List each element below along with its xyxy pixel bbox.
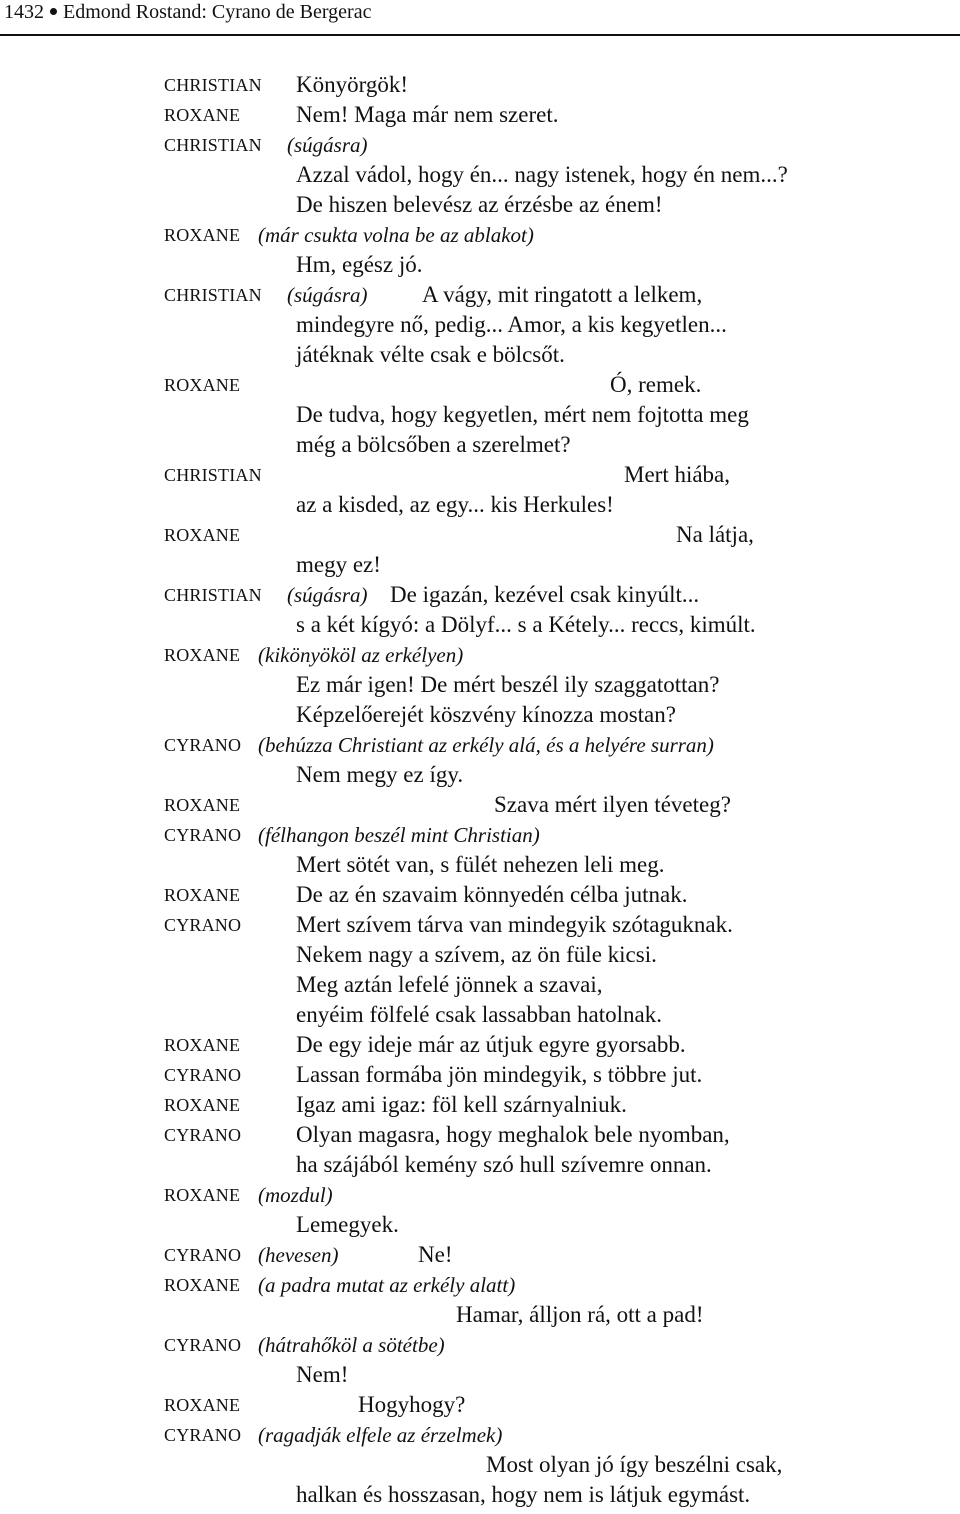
verse-line: Lassan formába jön mindegyik, s többre jut. <box>296 1062 703 1087</box>
speaker-name: ROXANE <box>164 1035 241 1055</box>
speaker-name: ROXANE <box>164 525 241 545</box>
script-line <box>0 640 960 670</box>
script-line <box>0 970 960 1000</box>
script-line <box>0 1030 960 1060</box>
stage-direction: (súgásra) <box>287 133 368 157</box>
verse-line: Nem! <box>296 1362 349 1387</box>
verse-line: Ne! <box>418 1242 453 1267</box>
speaker-name: ROXANE <box>164 225 241 245</box>
stage-direction: (súgásra) <box>287 583 368 607</box>
speaker-name: CHRISTIAN <box>164 465 262 485</box>
script-line <box>0 910 960 940</box>
script-line <box>0 1450 960 1480</box>
script-line <box>0 1390 960 1420</box>
verse-line: Igaz ami igaz: föl kell szárnyalniuk. <box>296 1092 627 1117</box>
script-line <box>0 340 960 370</box>
verse-line: Mert szívem tárva van mindegyik szótaguknak. <box>296 912 733 937</box>
script-line <box>0 1120 960 1150</box>
verse-line: s a két kígyó: a Dölyf... s a Kétely... reccs, kimúlt. <box>296 612 756 637</box>
script-line <box>0 580 960 610</box>
verse-line: Hamar, álljon rá, ott a pad! <box>456 1302 704 1327</box>
stage-direction: (félhangon beszél mint Christian) <box>258 823 540 847</box>
speaker-name: ROXANE <box>164 1395 241 1415</box>
speaker-name: CYRANO <box>164 915 242 935</box>
script-line <box>0 1210 960 1240</box>
verse-line: Azzal vádol, hogy én... nagy istenek, hogy én nem...? <box>296 162 788 187</box>
script-line <box>0 190 960 220</box>
script-line <box>0 310 960 340</box>
verse-line: A vágy, mit ringatott a lelkem, <box>422 282 703 307</box>
stage-direction: (súgásra) <box>287 283 368 307</box>
verse-line: Olyan magasra, hogy meghalok bele nyomban, <box>296 1122 730 1147</box>
script-line <box>0 1480 960 1510</box>
speaker-name: ROXANE <box>164 375 241 395</box>
author-title: Edmond Rostand: Cyrano de Bergerac <box>63 1 372 23</box>
verse-line: Meg aztán lefelé jönnek a szavai, <box>296 972 603 997</box>
script-line <box>0 370 960 400</box>
script-line <box>0 1330 960 1360</box>
script-line <box>0 1300 960 1330</box>
speaker-name: CHRISTIAN <box>164 585 262 605</box>
speaker-name: ROXANE <box>164 885 241 905</box>
page-number: 1432 <box>4 1 44 23</box>
verse-line: Ez már igen! De mért beszél ily szaggatottan? <box>296 672 720 697</box>
speaker-name: CHRISTIAN <box>164 75 262 95</box>
script-line <box>0 1240 960 1270</box>
stage-direction: (hátrahőköl a sötétbe) <box>258 1333 445 1357</box>
speaker-name: ROXANE <box>164 795 241 815</box>
verse-line: Hm, egész jó. <box>296 252 423 277</box>
verse-line: Hogyhogy? <box>358 1392 466 1417</box>
speaker-name: CYRANO <box>164 735 242 755</box>
speaker-name: CYRANO <box>164 1065 242 1085</box>
script-line <box>0 1270 960 1300</box>
script-line <box>0 1090 960 1120</box>
script-line <box>0 1420 960 1450</box>
verse-line: Könyörgök! <box>296 72 409 97</box>
script-line <box>0 700 960 730</box>
script-line <box>0 1060 960 1090</box>
verse-line: De egy ideje már az útjuk egyre gyorsabb. <box>296 1032 686 1057</box>
script-line <box>0 760 960 790</box>
speaker-name: CYRANO <box>164 1125 242 1145</box>
script-line <box>0 820 960 850</box>
script-line <box>0 490 960 520</box>
speaker-name: ROXANE <box>164 105 241 125</box>
verse-line: De hiszen belevész az érzésbe az énem! <box>296 192 663 217</box>
script-line <box>0 1150 960 1180</box>
speaker-name: CHRISTIAN <box>164 135 262 155</box>
verse-line: ha szájából kemény szó hull szívemre onnan. <box>296 1152 712 1177</box>
stage-direction: (a padra mutat az erkély alatt) <box>258 1273 516 1297</box>
script-line <box>0 790 960 820</box>
script-line <box>0 610 960 640</box>
stage-direction: (már csukta volna be az ablakot) <box>258 223 534 247</box>
verse-line: Ó, remek. <box>610 372 702 397</box>
verse-line: mindegyre nő, pedig... Amor, a kis kegyetlen... <box>296 312 727 337</box>
stage-direction: (kikönyököl az erkélyen) <box>258 643 464 667</box>
speaker-name: CYRANO <box>164 1425 242 1445</box>
script-line <box>0 250 960 280</box>
script-line <box>0 130 960 160</box>
speaker-name: ROXANE <box>164 645 241 665</box>
speaker-name: CYRANO <box>164 1245 242 1265</box>
script-line <box>0 670 960 700</box>
running-header <box>4 0 371 24</box>
script-line <box>0 220 960 250</box>
verse-line: megy ez! <box>296 552 381 577</box>
script-line <box>0 430 960 460</box>
script-line <box>0 940 960 970</box>
script-line <box>0 70 960 100</box>
verse-line: Képzelőerejét köszvény kínozza mostan? <box>296 702 676 727</box>
stage-direction: (ragadják elfele az érzelmek) <box>258 1423 503 1447</box>
stage-direction: (behúzza Christiant az erkély alá, és a helyére surran) <box>258 733 714 757</box>
script-line <box>0 520 960 550</box>
header-rule <box>0 34 960 36</box>
stage-direction: (hevesen) <box>258 1243 339 1267</box>
verse-line: Nekem nagy a szívem, az ön füle kicsi. <box>296 942 657 967</box>
verse-line: halkan és hosszasan, hogy nem is látjuk egymást. <box>296 1482 751 1507</box>
script-line <box>0 1180 960 1210</box>
speaker-name: ROXANE <box>164 1275 241 1295</box>
speaker-name: CYRANO <box>164 1335 242 1355</box>
script-line <box>0 460 960 490</box>
script-line <box>0 730 960 760</box>
script-line <box>0 880 960 910</box>
speaker-name: CYRANO <box>164 825 242 845</box>
script-line <box>0 100 960 130</box>
verse-line: Mert hiába, <box>624 462 731 487</box>
script-line <box>0 400 960 430</box>
script-line <box>0 550 960 580</box>
script-line <box>0 850 960 880</box>
script-line <box>0 280 960 310</box>
verse-line: Most olyan jó így beszélni csak, <box>486 1452 783 1477</box>
verse-line: enyéim fölfelé csak lassabban hatolnak. <box>296 1002 662 1027</box>
speaker-name: CHRISTIAN <box>164 285 262 305</box>
verse-line: az a kisded, az egy... kis Herkules! <box>296 492 614 517</box>
verse-line: még a bölcsőben a szerelmet? <box>296 432 571 457</box>
script-line <box>0 1000 960 1030</box>
verse-line: Lemegyek. <box>296 1212 399 1237</box>
script-line <box>0 1360 960 1390</box>
speaker-name: ROXANE <box>164 1095 241 1115</box>
verse-line: Szava mért ilyen téveteg? <box>494 792 731 817</box>
script-line <box>0 160 960 190</box>
verse-line: Nem! Maga már nem szeret. <box>296 102 559 127</box>
verse-line: Mert sötét van, s fülét nehezen leli meg. <box>296 852 665 877</box>
verse-line: De igazán, kezével csak kinyúlt... <box>390 582 700 607</box>
verse-line: Na látja, <box>676 522 754 547</box>
verse-line: játéknak vélte csak e bölcsőt. <box>296 342 565 367</box>
bullet-separator <box>50 8 57 15</box>
verse-line: Nem megy ez így. <box>296 762 464 787</box>
verse-line: De az én szavaim könnyedén célba jutnak. <box>296 882 688 907</box>
speaker-name: ROXANE <box>164 1185 241 1205</box>
stage-direction: (mozdul) <box>258 1183 333 1207</box>
verse-line: De tudva, hogy kegyetlen, mért nem fojtotta meg <box>296 402 749 427</box>
